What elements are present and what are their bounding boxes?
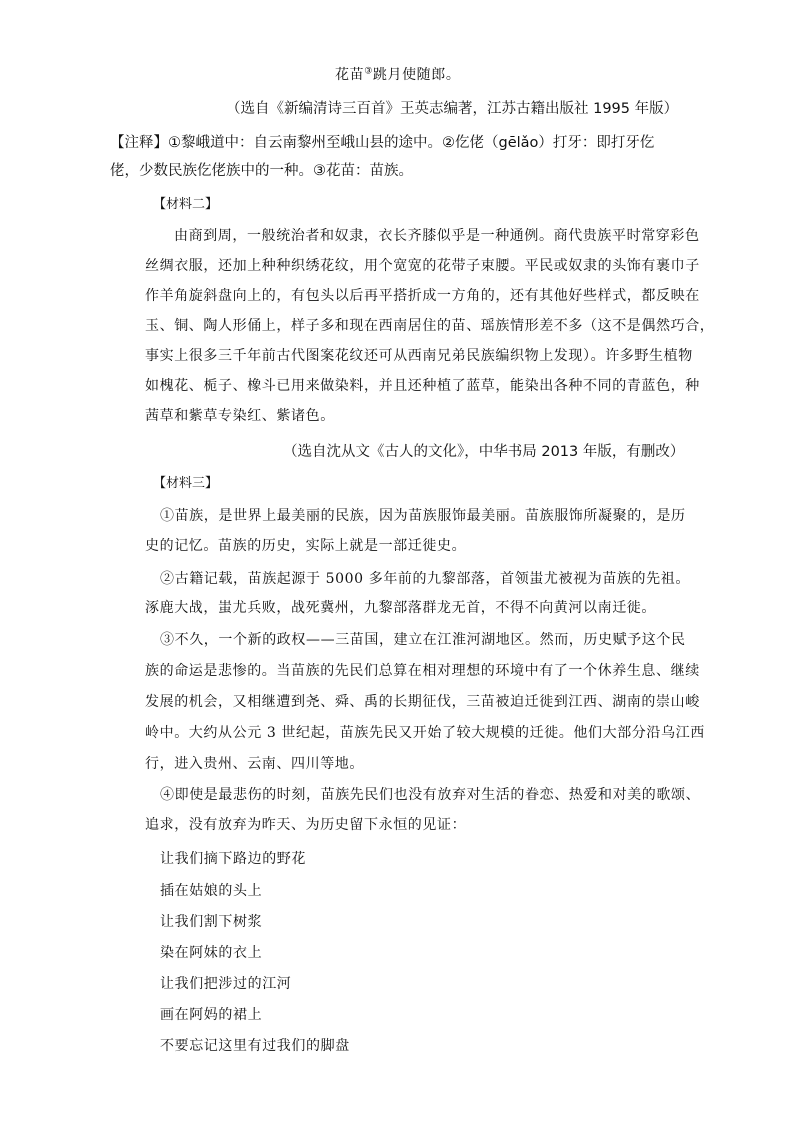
material-three-line: 史的记忆。苗族的历史，实际上就是一部迁徙史。 <box>145 538 467 554</box>
material-three-line: 岭中。大约从公元 3 世纪起，苗族先民又开始了较大规模的迁徙。他们大部分沿乌江西 <box>145 725 705 741</box>
material-two-line: 如槐花、栀子、橡斗已用来做染料，并且还种植了蓝草，能染出各种不同的青蓝色，种 <box>145 378 700 394</box>
material-two-label: 【材料二】 <box>153 197 219 212</box>
source-citation-2: （选自沈从文《古人的文化》，中华书局 2013 年版，有删改） <box>283 444 685 460</box>
note-marker: ③ <box>364 66 373 77</box>
poem-text-suffix: 跳月使随郎。 <box>372 67 461 83</box>
poem-last-line <box>335 65 460 85</box>
material-three-label: 【材料三】 <box>153 476 219 491</box>
notes-line-2: 佬，少数民族仡佬族中的一种。③花苗：苗族。 <box>110 163 413 179</box>
material-two-line: 作羊角旋斜盘向上的，有包头以后再平搭折成一方角的，还有其他好些样式，都反映在 <box>145 288 700 304</box>
poem-line: 让我们把涉过的江河 <box>160 976 292 992</box>
material-three-line: ②古籍记载，苗族起源于 5000 多年前的九黎部落，首领蚩尤被视为苗族的先祖。 <box>160 571 690 587</box>
material-three-line: 行，进入贵州、云南、四川等地。 <box>145 756 364 772</box>
material-two-line: 玉、铜、陶人形俑上，样子多和现在西南居住的苗、瑶族情形差不多（这不是偶然巧合， <box>145 318 715 334</box>
material-two-line: 由商到周，一般统治者和奴隶，衣长齐膝似乎是一种通例。商代贵族平时常穿彩色 <box>174 228 700 244</box>
material-two-line: 事实上很多三千年前古代图案花纹还可从西南兄弟民族编织物上发现）。许多野生植物 <box>145 348 693 364</box>
material-two-line: 丝绸衣服，还加上种种织绣花纹，用个宽宽的花带子束腰。平民或奴隶的头饰有裹巾子 <box>145 258 700 274</box>
poem-line: 不要忘记这里有过我们的脚盘 <box>160 1038 350 1054</box>
material-three-line: ①苗族，是世界上最美丽的民族，因为苗族服饰最美丽。苗族服饰所凝聚的，是历 <box>160 508 686 524</box>
poem-line: 染在阿妹的衣上 <box>160 945 263 961</box>
notes-line-1: 【注释】①黎峨道中：自云南黎州至峨山县的途中。②仡佬（gēlǎo）打牙：即打牙仡 <box>110 135 655 151</box>
material-three-line: ③不久，一个新的政权——三苗国，建立在江淮河湖地区。然而，历史赋予这个民 <box>160 632 686 648</box>
poem-text-prefix: 花苗 <box>335 67 365 83</box>
material-three-line: 发展的机会，又相继遭到尧、舜、禹的长期征伐，三苗被迫迁徙到江西、湖南的崇山峻 <box>145 694 700 710</box>
poem-line: 画在阿妈的裙上 <box>160 1007 263 1023</box>
material-three-line: 追求，没有放弃为昨天、为历史留下永恒的见证： <box>145 817 467 833</box>
source-citation-1: （选自《新编清诗三百首》王英志编著，江苏古籍出版社 1995 年版） <box>226 101 679 117</box>
material-two-line: 茜草和紫草专染红、紫诸色。 <box>145 408 335 424</box>
material-three-line: 涿鹿大战，蚩尤兵败，战死冀州，九黎部落群龙无首，不得不向黄河以南迁徙。 <box>145 600 656 616</box>
poem-line: 让我们摘下路边的野花 <box>160 851 306 867</box>
poem-line: 让我们割下树浆 <box>160 914 263 930</box>
poem-line: 插在姑娘的头上 <box>160 883 263 899</box>
material-three-line: ④即使是最悲伤的时刻，苗族先民们也没有放弃对生活的眷恋、热爱和对美的歌颂、 <box>160 787 701 803</box>
material-three-line: 族的命运是悲惨的。当苗族的先民们总算在相对理想的环境中有了一个休养生息、继续 <box>145 663 700 679</box>
